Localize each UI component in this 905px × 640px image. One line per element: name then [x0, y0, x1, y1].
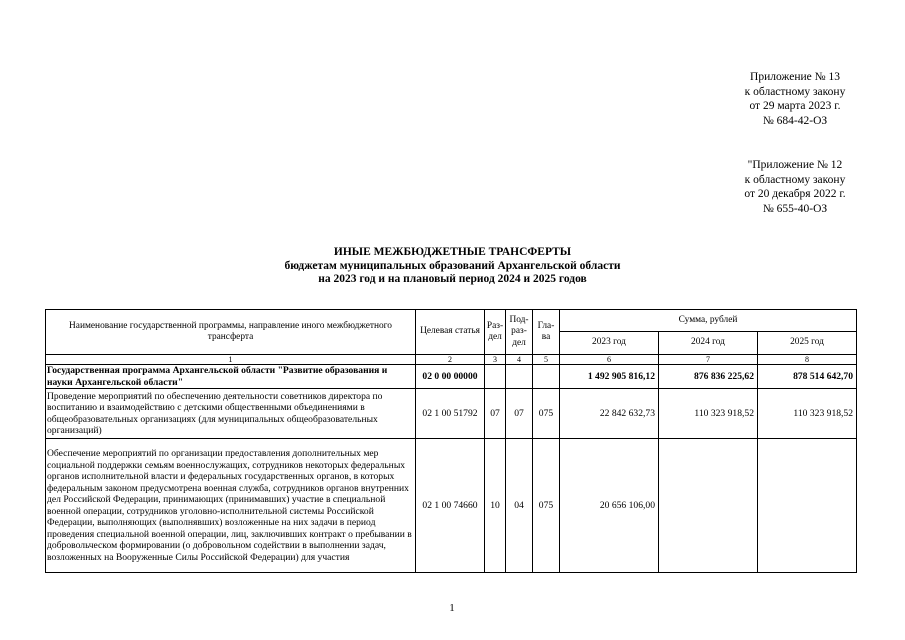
row-sum-2025: 878 514 642,70 — [758, 365, 857, 389]
document-title — [200, 246, 705, 287]
column-number: 5 — [533, 355, 560, 365]
row-subsection — [506, 365, 533, 389]
row-sum-2023: 20 656 106,00 — [560, 439, 659, 573]
transfers-table — [45, 309, 857, 573]
title-line: ИНЫЕ МЕЖБЮДЖЕТНЫЕ ТРАНСФЕРТЫ — [333, 246, 572, 258]
annex-line: от 20 декабря 2022 г. — [744, 188, 846, 200]
column-number: 2 — [416, 355, 485, 365]
row-target: 02 1 00 51792 — [416, 389, 485, 439]
annex-line: от 29 марта 2023 г. — [749, 100, 841, 112]
table-row — [46, 389, 857, 439]
annex-header-current — [700, 70, 890, 128]
column-number: 6 — [560, 355, 659, 365]
row-target: 02 0 00 00000 — [416, 365, 485, 389]
table-row — [46, 439, 857, 573]
annex-line: к областному закону — [744, 85, 846, 98]
row-subsection: 07 — [506, 389, 533, 439]
header-year-2023: 2023 год — [560, 332, 659, 355]
row-name: Государственная программа Архангельской области "Развитие образования и науки Архангельской области" — [46, 365, 416, 389]
title-line: бюджетам муниципальных образований Архангельской области — [284, 259, 621, 272]
annex-line: Приложение № 13 — [750, 71, 840, 83]
row-sum-2024: 876 836 225,62 — [659, 365, 758, 389]
table-row — [46, 365, 857, 389]
column-number: 1 — [46, 355, 416, 365]
row-section — [485, 365, 506, 389]
header-name: Наименование государственной программы, направление иного межбюджетного трансферта — [46, 310, 416, 355]
row-name: Проведение мероприятий по обеспечению деятельности советников директора по воспитанию и взаимодействию с детскими общественными объединениями в общеобразовательных организациях (для муниципальных общеобразовательных организаций) — [46, 389, 416, 439]
annex-line: "Приложение № 12 — [747, 159, 843, 171]
header-subsection: Под-раз-дел — [506, 310, 533, 355]
column-number: 7 — [659, 355, 758, 365]
row-sum-2024 — [659, 439, 758, 573]
row-sum-2025: 110 323 918,52 — [758, 389, 857, 439]
title-line: на 2023 год и на плановый период 2024 и 2025 годов — [318, 273, 587, 285]
column-number: 4 — [506, 355, 533, 365]
row-name: Обеспечение мероприятий по организации предоставления дополнительных мер социальной поддержки семьям военнослужащих, сотрудников некоторых федеральных органов исполнительной власти и федеральных государственных органов, в которых федеральным законом предусмотрена военная служба, сотрудников органов внутренних дел Российской Федерации, принимающих (принимавших) участие в специальной военной операции, сотрудников уголовно-исполнительной системы Российской Федерации, выполняющих (выполнявших) возложенные на них задачи в период проведения специальной военной операции, лиц, заключивших контракт о пребывании в добровольческом формировании (о добровольном содействии в выполнении задач, возложенных на Вооруженные Силы Российской Федерации) для участия — [46, 439, 416, 573]
row-target: 02 1 00 74660 — [416, 439, 485, 573]
row-chapter: 075 — [533, 389, 560, 439]
page-number: 1 — [449, 602, 455, 614]
column-number: 3 — [485, 355, 506, 365]
annex-line: № 655-40-ОЗ — [762, 202, 828, 215]
header-chapter: Гла-ва — [533, 310, 560, 355]
header-year-2025: 2025 год — [758, 332, 857, 355]
row-subsection: 04 — [506, 439, 533, 573]
row-chapter: 075 — [533, 439, 560, 573]
column-number: 8 — [758, 355, 857, 365]
annex-header-previous — [700, 158, 890, 216]
row-section: 10 — [485, 439, 506, 573]
row-section: 07 — [485, 389, 506, 439]
row-sum-2023: 22 842 632,73 — [560, 389, 659, 439]
header-sum: Сумма, рублей — [560, 310, 857, 332]
row-chapter — [533, 365, 560, 389]
row-sum-2025 — [758, 439, 857, 573]
row-sum-2024: 110 323 918,52 — [659, 389, 758, 439]
annex-line: № 684-42-ОЗ — [762, 114, 828, 127]
row-sum-2023: 1 492 905 816,12 — [560, 365, 659, 389]
header-year-2024: 2024 год — [659, 332, 758, 355]
header-target: Целевая статья — [416, 310, 485, 355]
annex-line: к областному закону — [744, 173, 846, 186]
header-section: Раз-дел — [485, 310, 506, 355]
